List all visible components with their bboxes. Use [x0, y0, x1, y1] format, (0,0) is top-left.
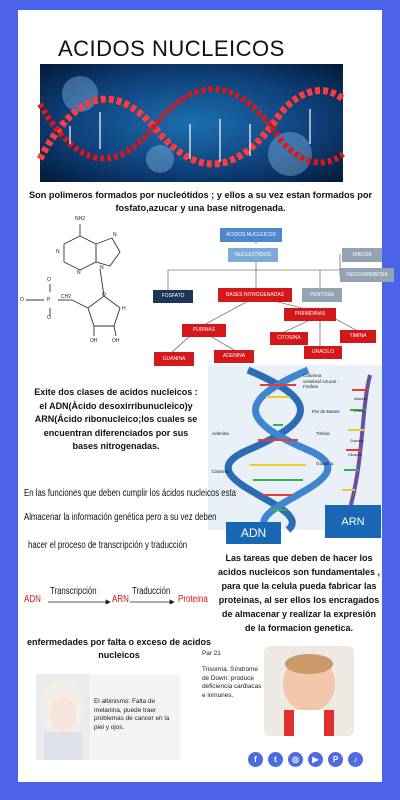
o-label: O: [102, 292, 106, 298]
map-node-pentosa: PENTOSA: [302, 288, 342, 302]
down-par-label: Par 21: [202, 650, 221, 657]
nucleotide-structure: [20, 214, 146, 354]
map-node-timina: TIMINA: [340, 330, 376, 343]
o-label: O: [47, 277, 51, 283]
map-node-bases: BASES NITROGENADAS: [218, 288, 292, 302]
map-node-uracilo: URACILO: [304, 346, 342, 359]
youtube-icon[interactable]: ▶: [308, 752, 323, 767]
page-title: ACIDOS NUCLEICOS: [58, 36, 285, 61]
p-label: P: [47, 297, 51, 303]
map-node-fosfato: FOSFATO: [153, 290, 193, 303]
n-label: N: [113, 232, 117, 238]
h-label: H: [122, 306, 126, 312]
map-node-acidos-nucleicos: ÁCIDOS NUCLEICOS: [220, 228, 282, 242]
enfermedades-title: enfermedades por falta o exceso de acidos nucleicos: [26, 637, 212, 661]
map-node-guanina: GUANINA: [154, 352, 194, 366]
facebook-icon[interactable]: f: [248, 752, 263, 767]
pinterest-icon[interactable]: P: [328, 752, 343, 767]
intro-text: Son polimeros formados por nucleótidos ; y ellos a su vez estan formados por fosfato,azucar y una base nitrogenada.: [28, 190, 373, 214]
concept-map: [130, 216, 388, 371]
down-photo: [264, 646, 354, 736]
clases-text: Exite dos clases de acidos nucleicos : el ADN(Àcido desoxirribunucleico)y ARN(Ácido ribonucleico;los cuales se encuentran diferenciados por sus bases nitrogenadas.: [34, 387, 198, 451]
dna-hero-image: [40, 64, 343, 182]
dna-label-par: Par de Bases: [312, 409, 340, 414]
funciones-line-2: Almacenar la información genética pero a su vez deben: [24, 512, 217, 523]
flow-traduccion: Traducción: [132, 586, 171, 597]
flow-proteina: Proteina: [178, 594, 208, 605]
n-label: N: [56, 249, 60, 255]
tiktok-icon[interactable]: ♪: [348, 752, 363, 767]
tareas-text: Las tareas que deben de hacer los acidos nucleicos son fundamentales , para que la celula pueda fabricar las proteinas, al ser ellos los encragados de almacenar y realizar la expresión de la formacion genetica.: [217, 553, 381, 633]
map-node-adenina: ADENINA: [214, 350, 254, 363]
twitter-icon[interactable]: t: [268, 752, 283, 767]
map-node-desoxirribosa: DESOXIRRIBOSA: [340, 268, 394, 282]
map-node-pirimidinas: PIRIMIDINAS: [284, 308, 336, 321]
dna-label-guanina: Guanina: [316, 461, 334, 466]
rna-label-uracilo: Uracilo: [354, 409, 366, 413]
funciones-line-3: hacer el proceso de transcripción y traducción: [28, 540, 188, 551]
instagram-icon[interactable]: ◎: [288, 752, 303, 767]
rna-label-citosina: Citosina: [348, 453, 361, 457]
flow-adn: ADN: [24, 594, 41, 605]
flow-arn: ARN: [112, 594, 129, 605]
o-label: O: [20, 297, 24, 303]
oh-label: OH: [90, 338, 98, 344]
infographic-sheet: [18, 10, 388, 782]
transcription-flow: [22, 580, 232, 620]
albinismo-card: [36, 674, 180, 760]
dna-label-citosina: Citosina: [212, 469, 229, 474]
down-text: Trisomía. Síndrome de Down: produce deficiencia cardiacas e inmunes.: [202, 666, 262, 699]
n-label: N: [77, 270, 81, 276]
dna-label-columna: Columna vertebral Azucar - Fosfato: [303, 373, 339, 389]
nh2-label: NH2: [75, 216, 86, 222]
dna-label-timina: Timina: [316, 431, 330, 436]
ch2-label: CH2: [61, 294, 72, 300]
flow-transcripcion: Transcripción: [50, 586, 97, 597]
adn-label-box: ADN: [226, 522, 281, 544]
n-label: N: [100, 265, 104, 271]
rna-label-guanina: Guanina: [350, 439, 364, 443]
o-label: O: [47, 315, 51, 321]
oh-label: OH: [112, 338, 120, 344]
map-node-purinas: PURINAS: [182, 324, 226, 337]
map-node-citosina: CITOSINA: [270, 332, 308, 345]
funciones-line-1: En las funciones que deben cumplir los ácidos nucleicos esta: [24, 488, 237, 499]
dna-label-adenina: Adenina: [212, 431, 229, 436]
arn-label-box: ARN: [325, 505, 381, 538]
albinismo-text: El albinismo: Falta de melanina, puede traer problemas de cancer en la piel y ojos.: [94, 698, 170, 731]
rna-label-adenina: Adenina: [354, 397, 368, 401]
map-node-ribosa: RIBOSA: [342, 248, 382, 262]
map-node-nucleotidos: NUCLEÓTIDOS: [228, 248, 278, 262]
